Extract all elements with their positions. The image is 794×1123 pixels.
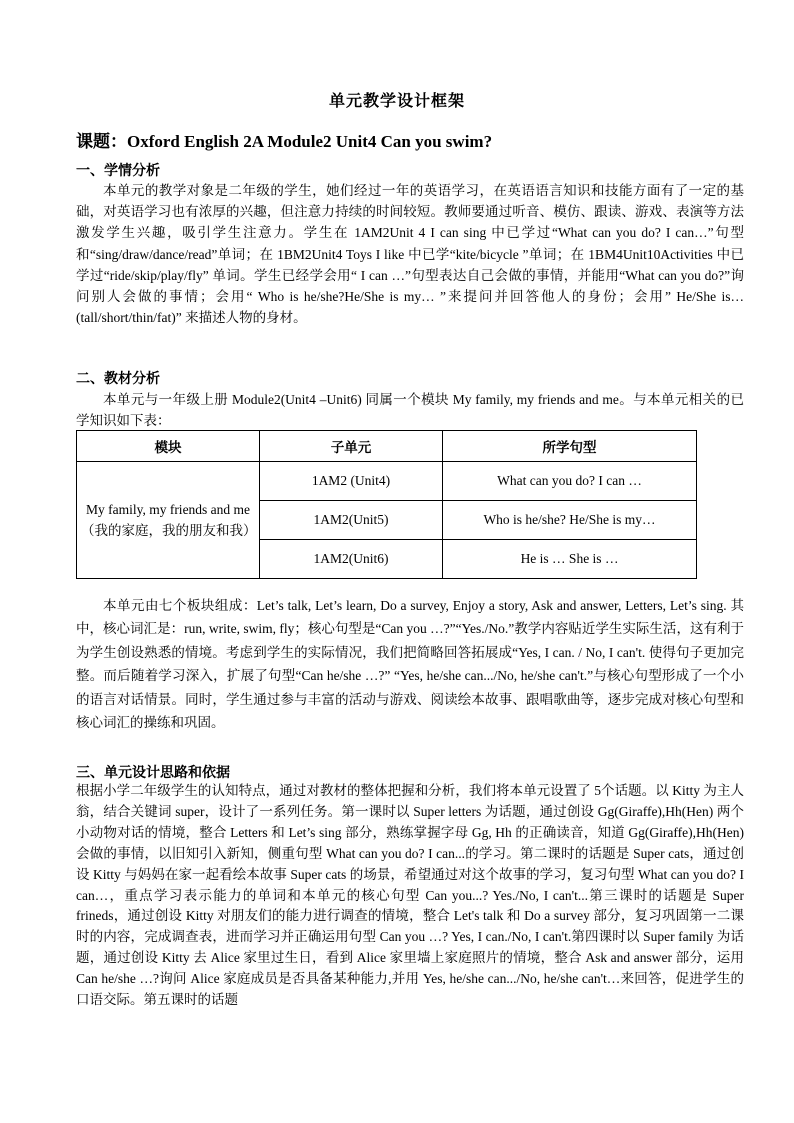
subunit-cell: 1AM2 (Unit4) (260, 462, 443, 501)
subunit-cell: 1AM2(Unit6) (260, 540, 443, 579)
material-analysis-paragraph: 本单元与一年级上册 Module2(Unit4 –Unit6) 同属一个模块 My family, my friends and me。与本单元相关的已学知识如下表： (76, 392, 744, 429)
lesson-title (76, 127, 492, 152)
lesson-value: Oxford English 2A Module2 Unit4 Can you swim? (127, 132, 493, 151)
table-header-cell: 子单元 (260, 431, 443, 462)
section-heading-material-analysis: 二、教材分析 (76, 372, 160, 387)
design-rationale-paragraph: 根据小学二年级学生的认知特点，通过对教材的整体把握和分析，我们将本单元设置了 5个话题。以 Kitty 为主人翁，结合关键词 super，设计了一系列任务。第一课时以 Super letters 为话题，通过创设 Gg(Giraffe),Hh(Hen) 两个小动物对话的情境，整合 Letters 和 Let’s sing 部分，熟练掌握字母 Gg, Hh 的正确读音，知道 Gg(Giraffe),Hh(Hen) 会做的事情，以旧知引入新知，侧重句型 What can you do? I can...的学习。第二课时的话题是 Super cats，通过创设 Kitty 与妈妈在家一起看绘本故事 Super cats 的场景，希望通过对这个故事的学习，复习句型 What can you do? I can…，重点学习表示能力的单词和本单元的核心句型 Can you...? Yes./No, I can't...第三课时的话题是 Super frineds，通过创设 Kitty 对朋友们的能力进行调查的情境，整合 Let's talk 和 Do a survey 部分，复习巩固第一二课时的内容，完成调查表，进而学习并正确运用句型 Can you …? Yes, I can./No, I can't.第四课时以 Super family 为话题，通过创设 Kitty 去 Alice 家里过生日，看到 Alice 家里墙上家庭照片的情境，整合 Ask and answer 部分，运用 Can he/she …?询问 Alice 家庭成员是否具备某种能力,并用 Yes, he/she can.../No, he/she can't…来回答，促进学生的口语交际。第五课时的话题 (76, 783, 744, 1008)
document-title: 单元教学设计框架 (328, 93, 465, 110)
table-header-cell: 模块 (77, 431, 260, 462)
module-name-en: My family, my friends and me (85, 502, 251, 517)
table-header-cell: 所学句型 (443, 431, 697, 462)
learner-analysis-paragraph: 本单元的教学对象是二年级的学生，她们经过一年的英语学习，在英语语言知识和技能方面有了一定的基础，对英语学习也有浓厚的兴趣，但注意力持续的时间较短。教师要通过听音、模仿、跟读、游戏、表演等方法激发学生兴趣，吸引学生注意力。学生在 1AM2Unit 4 I can sing 中已学过“What can you do? I can…”句型和“sing/draw/dance/read”单词；在 1BM2Unit4 Toys I like 中已学“kite/bicycle ”单词；在 1BM4Unit10Activities 中已学过“ride/skip/play/fly” 单词。学生已经学会用“ I can …”句型表达自己会做的事情，并能用“What can you do?”询问别人会做的事情；会用“ Who is he/she?He/She is my… ”来提问并回答他人的身份；会用” He/She is…(tall/short/thin/fat)” 来描述人物的身材。 (76, 183, 744, 326)
section-heading-learner-analysis: 一、学情分析 (76, 164, 160, 179)
module-name-cn: （我的家庭，我的朋友和我） (81, 523, 257, 538)
lesson-label: 课题： (76, 132, 127, 151)
table-header-row (77, 431, 697, 462)
sentence-pattern-cell: He is … She is … (443, 540, 697, 579)
section-heading-design-rationale: 三、单元设计思路和依据 (76, 766, 230, 781)
module-cell (77, 462, 260, 579)
sentence-pattern-cell: What can you do? I can … (443, 462, 697, 501)
table-row (77, 462, 697, 501)
sentence-pattern-cell: Who is he/she? He/She is my… (443, 501, 697, 540)
prior-knowledge-table (76, 430, 697, 579)
subunit-cell: 1AM2(Unit5) (260, 501, 443, 540)
unit-content-paragraph: 本单元由七个板块组成：Let’s talk, Let’s learn, Do a survey, Enjoy a story, Ask and answer, Letters, Let’s sing. 其中，核心词汇是：run, write, swim, fly；核心句型是“Can you …?”“Yes./No.”教学内容贴近学生实际生活，这有利于为学生创设熟悉的情境。考虑到学生的实际情况，我们把简略回答拓展成“Yes, I can. / No, I can't. 使得句子更加完整。而后随着学习深入，扩展了句型“Can he/she …?” “Yes, he/she can.../No, he/she can't.”与核心句型形成了一个小的语言对话情景。同时，学生通过参与丰富的活动与游戏、阅读绘本故事、跟唱歌曲等，逐步完成对核心句型和核心词汇的操练和巩固。 (76, 598, 744, 731)
